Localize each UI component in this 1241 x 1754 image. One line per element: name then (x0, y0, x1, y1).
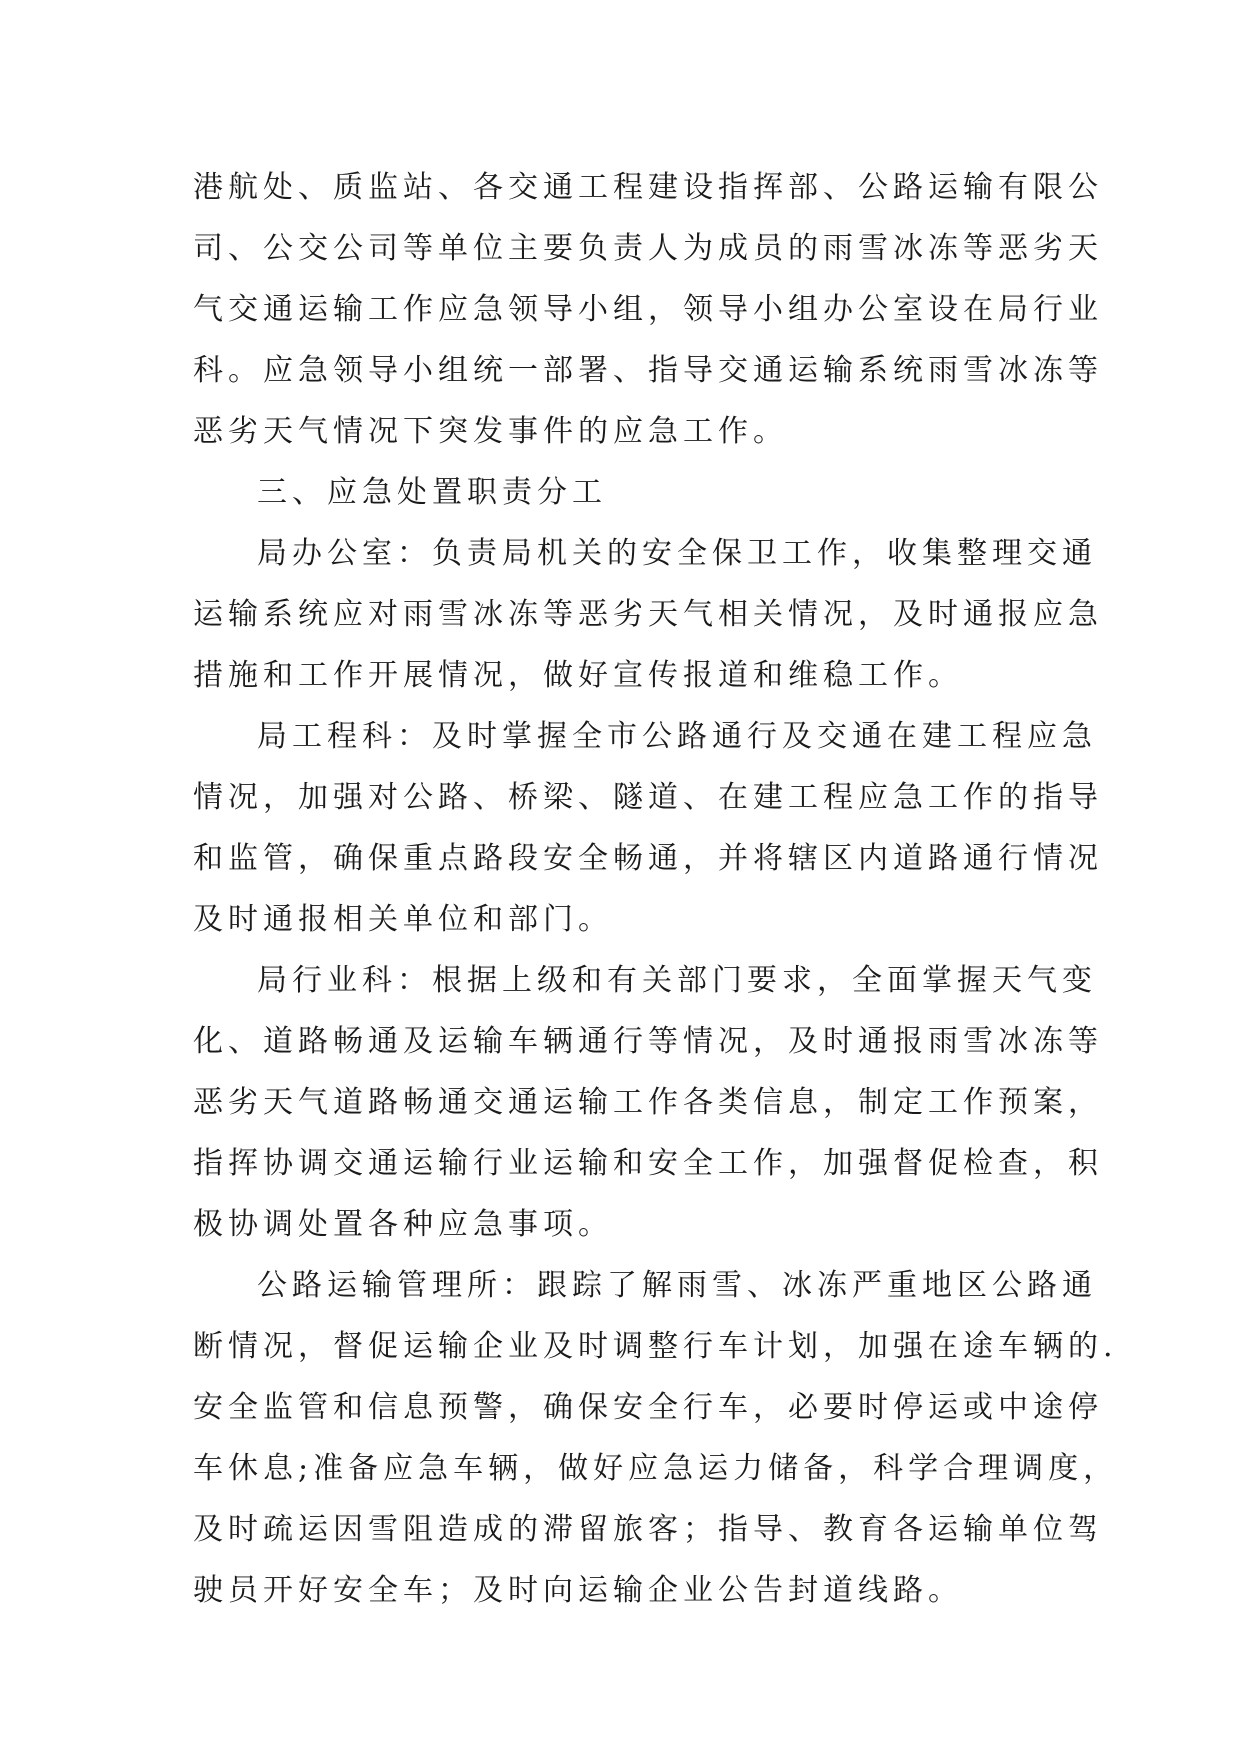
paragraph-start: 公路运输管理所：跟踪了解雨雪、冰冻严重地区公路通 (257, 1268, 1097, 1303)
text-line: 气交通运输工作应急领导小组，领导小组办公室设在局行业 (193, 292, 1103, 327)
text-line: 极协调处置各种应急事项。 (193, 1207, 613, 1242)
text-line: 安全监管和信息预警，确保安全行车，必要时停运或中途停 (193, 1390, 1103, 1425)
paragraph-start: 局行业科：根据上级和有关部门要求，全面掌握天气变 (257, 963, 1097, 998)
text-line: 港航处、质监站、各交通工程建设指挥部、公路运输有限公 (193, 170, 1103, 205)
text-line: 措施和工作开展情况，做好宣传报道和维稳工作。 (193, 658, 963, 693)
text-line: 科。应急领导小组统一部署、指导交通运输系统雨雪冰冻等 (193, 353, 1103, 388)
text-line: 及时通报相关单位和部门。 (193, 902, 613, 937)
paragraph-start: 局办公室：负责局机关的安全保卫工作，收集整理交通 (257, 536, 1097, 571)
document-page (193, 157, 1119, 1621)
text-line: 恶劣天气情况下突发事件的应急工作。 (193, 414, 788, 449)
text-line: 及时疏运因雪阻造成的滞留旅客；指导、教育各运输单位驾 (193, 1512, 1103, 1547)
text-line: 情况，加强对公路、桥梁、隧道、在建工程应急工作的指导 (193, 780, 1103, 815)
text-line: 化、道路畅通及运输车辆通行等情况，及时通报雨雪冰冻等 (193, 1024, 1103, 1059)
text-line: 运输系统应对雨雪冰冻等恶劣天气相关情况，及时通报应急 (193, 597, 1103, 632)
text-line: 司、公交公司等单位主要负责人为成员的雨雪冰冻等恶劣天 (193, 231, 1103, 266)
section-heading: 三、应急处置职责分工 (257, 475, 607, 510)
text-line: 驶员开好安全车；及时向运输企业公告封道线路。 (193, 1573, 963, 1608)
text-line: 和监管，确保重点路段安全畅通，并将辖区内道路通行情况 (193, 841, 1103, 876)
text-line: 恶劣天气道路畅通交通运输工作各类信息，制定工作预案， (193, 1085, 1103, 1120)
text-line: 指挥协调交通运输行业运输和安全工作，加强督促检查，积 (193, 1146, 1103, 1181)
paragraph-start: 局工程科：及时掌握全市公路通行及交通在建工程应急 (257, 719, 1097, 754)
text-line: 车休息;准备应急车辆，做好应急运力储备，科学合理调度， (193, 1451, 1119, 1486)
text-line: 断情况，督促运输企业及时调整行车计划，加强在途车辆的. (193, 1329, 1118, 1364)
